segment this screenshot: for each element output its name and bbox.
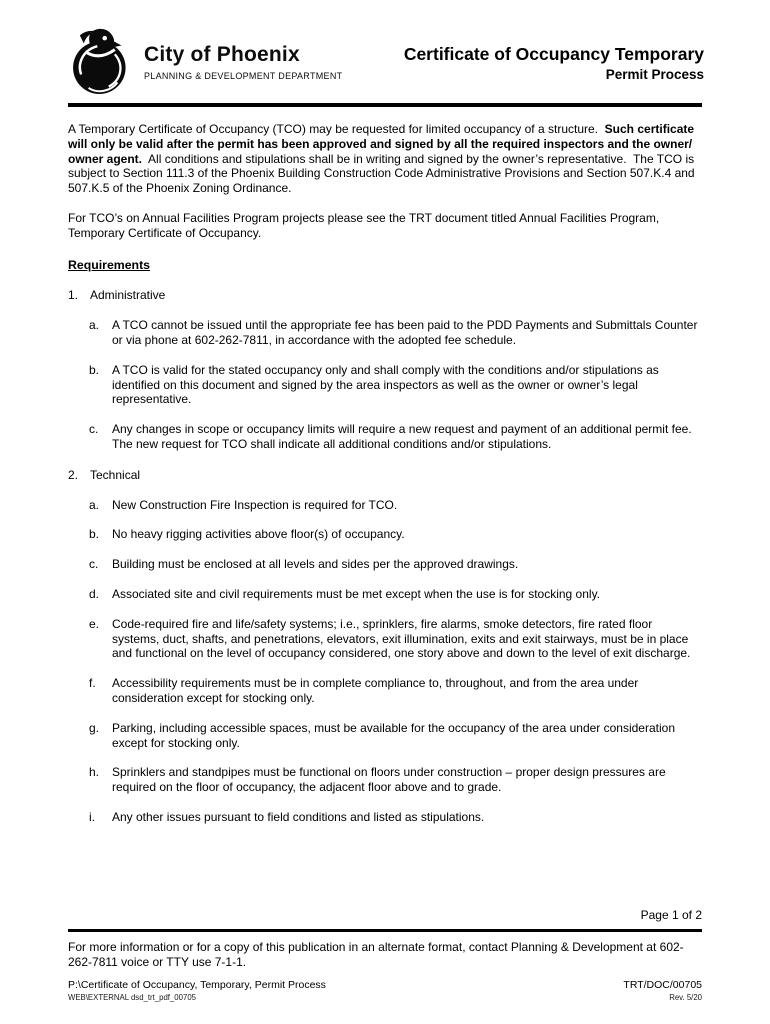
intro-paragraph-2: For TCO’s on Annual Facilities Program projects please see the TRT document titled Annual Facilities Program, Temporary Certificate of Occupancy. [68,210,663,240]
section-number: 1. [68,288,79,303]
brand-block [144,43,342,81]
item-text: A TCO is valid for the stated occupancy only and shall comply with the conditions and/or stipulations as identified on this document and signed by the area inspectors as well as the owner or owner’s legal representative. [112,362,663,407]
list-item [68,422,702,452]
document-path: P:\Certificate of Occupancy, Temporary, Permit Process [68,979,326,991]
section-number: 2. [68,467,79,482]
list-item [68,557,702,572]
document-header [66,26,704,96]
document-number: TRT/DOC/00705 [623,979,702,991]
intro-p1-rest: All conditions and stipulations shall be in writing and signed by the owner’s representative. The TCO is subject to Section 111.3 of the Phoenix Building Construction Code Administrative Provisions and Section 507.K.4 and 507.K.5 of the Phoenix Zoning Ordinance. [68,151,698,196]
item-letter: i. [89,809,95,824]
intro-paragraph-1 [68,122,702,196]
list-item [68,527,702,542]
item-text: Code-required fire and life/safety systems; i.e., sprinklers, fire alarms, smoke detectors, fire rated floor systems, duct, shafts, and penetrations, elevators, exit illumination, exits and exit stairways, must be in place and functional on the level of occupancy considered, one story above and down to the level of exit discharge. [112,616,692,661]
list-item [68,617,702,661]
list-item [68,318,702,348]
item-letter: h. [89,765,100,780]
list-item [68,765,702,795]
intro-p1-bold: Such certificate will only be valid after the permit has been approved and signed by all the required inspectors and the owner/ owner agent. [68,122,698,166]
document-body [68,122,702,825]
item-text: Sprinklers and standpipes must be functional on floors under construction – proper design pressures are required on the floor of occupancy, the adjacent floor above and to grade. [112,765,669,795]
list-item [68,721,702,751]
item-letter: c. [89,422,99,437]
document-web-reference: WEB\EXTERNAL dsd_trt_pdf_00705 [68,993,196,1002]
intro-p1-lead: A Temporary Certificate of Occupancy (TCO) may be requested for limited occupancy of a structure. [68,122,605,136]
list-item [68,363,702,407]
section-administrative [68,288,702,303]
item-text: Accessibility requirements must be in complete compliance to, throughout, and from the area under consideration except for stocking only. [112,676,642,705]
city-of-phoenix-logo-icon [66,26,134,96]
item-letter: a. [89,497,100,512]
item-text: Associated site and civil requirements must be met except when the use is for stocking only. [112,586,601,601]
document-revision: Rev. 5/20 [669,993,702,1002]
item-text: Building must be enclosed at all levels and sides per the approved drawings. [112,557,519,572]
list-item [68,676,702,706]
document-footer [68,908,702,1002]
document-title-block [404,44,704,83]
item-letter: c. [89,557,99,572]
footer-divider [68,929,702,932]
item-letter: a. [89,318,100,333]
item-letter: f. [89,676,96,691]
section-technical [68,468,702,483]
item-text: Any changes in scope or occupancy limits will require a new request and payment of an additional permit fee. The new request for TCO shall indicate all additional conditions and/or stipulations. [112,422,699,451]
item-letter: b. [89,527,100,542]
requirements-heading: Requirements [68,257,151,272]
item-letter: d. [89,586,100,601]
item-letter: g. [89,720,100,735]
item-text: No heavy rigging activities above floor(s) of occupancy. [112,527,405,542]
footer-meta-row-1 [68,979,702,991]
document-title: Certificate of Occupancy Temporary [403,44,704,64]
item-letter: e. [89,616,100,631]
list-item [68,810,702,825]
footer-contact-text: For more information or for a copy of this publication in an alternate format, contact Planning & Development at 602-262-7811 voice or TTY use 7-1-1. [68,940,684,969]
item-text: Any other issues pursuant to field conditions and listed as stipulations. [112,809,485,824]
department-name: PLANNING & DEVELOPMENT DEPARTMENT [144,71,343,81]
header-divider [68,103,702,107]
section-title: Administrative [90,288,166,303]
item-text: New Construction Fire Inspection is required for TCO. [112,497,398,512]
item-text: A TCO cannot be issued until the appropriate fee has been paid to the PDD Payments and Submittals Counter or via phone at 602-262-7811, in accordance with the adopted fee schedule. [112,318,701,347]
item-letter: b. [89,362,100,377]
list-item [68,498,702,513]
list-item [68,587,702,602]
footer-meta-row-2 [68,993,702,1002]
item-text: Parking, including accessible spaces, must be available for the occupancy of the area under consideration except for stocking only. [112,720,679,750]
section-title: Technical [90,467,141,482]
page-indicator: Page 1 of 2 [640,908,702,922]
document-subtitle: Permit Process [605,67,704,82]
org-name: City of Phoenix [144,43,300,66]
